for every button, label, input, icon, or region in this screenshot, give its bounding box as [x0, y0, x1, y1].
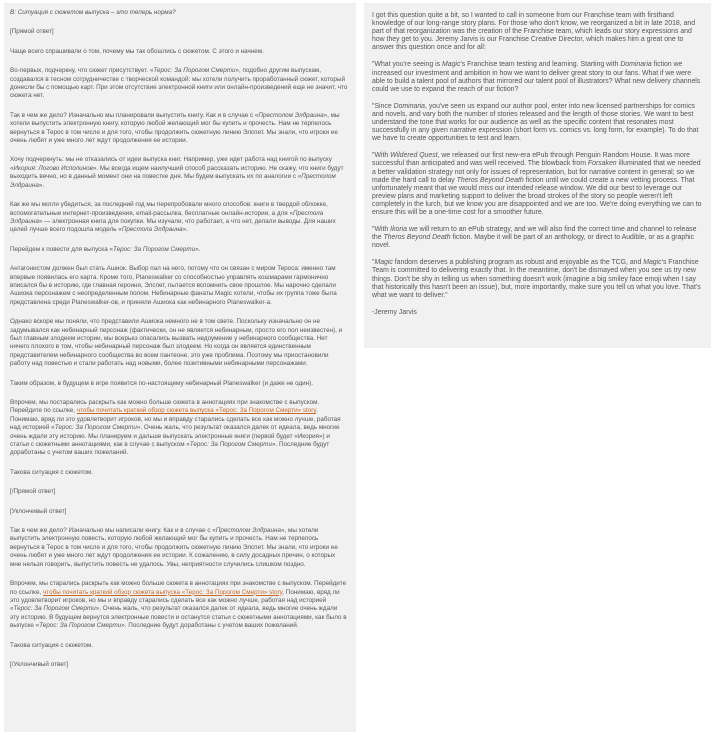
paragraph: Как же мы могли убедиться, за последний год мы перепробовали много способов: книги в твердой обложке, вспомогательные интернет-произведения, email-рассылка, бесплатные онлайн-истории, а для «Престола Элдраина» — электронная книга для покупки. Мы изучали, что работает, а что нет, делали выводы. Для наших целей лучше всего подошла модель «Престола Элдраина».: [10, 201, 336, 234]
paragraph: Впрочем, мы старались раскрыть как можно больше сюжета в аннотациях при знакомстве с выпуском. Перейдите по ссылке, чтобы почитать краткий обзор сюжета выпуска «Терос: За Порогом Смерти» story. Понимаю, вряд ли это удовлетворит игроков, но мы и вправду старались сделать все как можно лучше, работая над историей «Терос: За Порогом Смерти». Очень жаль, что результат оказался далек от идеала, ведь многие очень ждали эту историю. В будущем вернутся электронные повести и останутся статьи с сюжетными аннотациями, как было в выпуске «Терос: За Порогом Смерти». Последние будут доработаны с учетом ваших пожеланий.: [10, 580, 347, 630]
question-heading: В: Ситуация с сюжетом выпуска – это теперь норма?: [10, 9, 176, 16]
paragraph: Такова ситуация с сюжетом.: [10, 641, 93, 649]
english-original-column: [364, 3, 711, 348]
quote-paragraph: "With Wildered Quest, we released our first new-era ePub through Penguin Random House. It was more successful than anticipated and was well received. The blowback from Forsaken illuminated that we needed a better validation strategy not only for issues of representation, but for narrative content in general; so we made the hard call to delay Theros Beyond Death fiction until we could create a new vetting process. That unfortunately meant that we would miss our intended release window. We did our best to leverage our preview plans and marketing support to deliver the broad strokes of the story so people weren't left completely in the lurch, but we know you are disappointed and we are too. We're doing everything we can to ensure this will be a one-time cost for a smoother future.: [372, 152, 702, 216]
paragraph: Такова ситуация с сюжетом.: [10, 468, 93, 476]
paragraph: Чаще всего спрашивали о том, почему мы так обошлись с сюжетом. С этого и начнем.: [10, 47, 264, 55]
quote-paragraph: "With Ikoria we will return to an ePub strategy, and we will also find the correct time and channel to release the Theros Beyond Death fiction. Maybe it will be part of an anthology, or direct to Audible, or as a graphic novel.: [372, 226, 697, 250]
paragraph: Хочу подчеркнуть: мы не отказались от идеи выпуска книг. Например, уже идет работа над книгой по выпуску «Икория: Логово Исполинов». Мы всегда ищем наилучший способ рассказать историю. Не скажу, что книги будут выходить вечно, но в данный момент они на повестке дня. Мы будем выпускать их по аналогии с «Престолом Элдраина».: [10, 156, 344, 189]
paragraph: Однако вскоре мы поняли, что представили Ашиока немного не в том свете. Поскольку изначально он не задумывался как небинарный персонаж (фактически, он не является небинарным, просто его пол неизвестен), и был главным злодеем истории, мы всерьез опасались вызвать недоумение у небинарного сообщества. Нет ничего плохого в том, чтобы небинарный персонаж был злодеем. Но когда он является единственным представителем небинарного сообщества во всем пантеоне, это уже проблема. Поэтому мы приостановили работу над повестью и стали работать над новыми, более позитивными небинарными персонажами.: [10, 318, 343, 368]
russian-translation-column: [4, 3, 356, 732]
paragraph: Перейдем к повести для выпуска «Терос: За Порогом Смерти».: [10, 245, 201, 253]
paragraph: Таким образом, в будущем в игре появится по-настоящему небинарный Planeswalker (и даже не один).: [10, 379, 313, 387]
paragraph: Антагонистом должен был стать Ашиок. Выбор пал на него, потому что он связан с миром Тероса: именно там впервые появилась его карта. Кроме того, Planeswalker со способностью управлять кошмарами гармонично вписался бы в историю, где главная героиня, Элспет, пытается вспомнить свое прошлое. Мы нарочно сделали Ашиока персонажем с неопределенным полом. Небинарные фанаты Magic хотели, чтобы их группа тоже была представлена среди Planeswalker-ов, и приняли Ашиока как небинарного Planeswalker-а.: [10, 265, 337, 306]
evasive-answer-open-tag: [Уклончивый ответ]: [10, 507, 67, 515]
quote-paragraph: "What you're seeing is Magic's Franchise team testing and learning. Starting with Dominaria fiction we increased our investment and ambition in how we want to deliver great story to our fans. What if we were able to build a talent pool of authors that mirrored our talent pool of illustrators? What new delivery channels could we use to expand the reach of our fiction?: [372, 61, 701, 93]
evasive-answer-close-tag: [/Уклончивый ответ]: [10, 660, 69, 668]
paragraph: I got this question quite a bit, so I wanted to call in someone from our Franchise team with firsthand knowledge of our long-range story plans. For those who don't know, we reorganized a bit in late 2018, and part of that reorganization was the creation of the Franchise team, which leads our story expressions and how they get to you. Jeremy Jarvis is our Franchise Creative Director, which makes him a great one to answer this question once and for all:: [372, 12, 696, 52]
signature: -Jeremy Jarvis: [372, 308, 417, 316]
quote-paragraph: "Since Dominaria, you've seen us expand our author pool, enter into new licensed partnerships for comics and novels, and vary both the number of stories released and the length of those stories. We want to best understand the tone that works for our audience as well as the specific content that resonates most successfully in any given narrative expression (short form vs. comics vs. long form, for example). To do that we have to create opportunities to test and learn.: [372, 102, 699, 143]
direct-answer-open-tag: [Прямой ответ]: [10, 28, 54, 36]
paragraph: Так в чем же дело? Изначально мы написали книгу. Как и в случае с «Престолом Элдраина», мы хотели выпустить электронную повесть, которую любой желающий мог бы купить и прочесть. Нам не терпелось вернуться в Терос в том числе и для того, чтобы продолжить сюжетную линию Элспет. Мы знали, что игроки ее очень любят и уже много лет ждут продолжения ее истории. К сожалению, в силу досадных причин, о которых мне нельзя говорить, выпустить повесть не удалось. Увы, неприятности случились слишком поздно.: [10, 527, 338, 568]
paragraph: Во-первых, подчеркну, что сюжет присутствует. «Терос: За Порогом Смерти», подобно другим выпускам, создавался в тесном сотрудничестве с творческой командой: мы хотели получить проработанный сюжет, который донесли бы с помощью карт. При этом отсутствие электронной книги или онлайн-произведений еще не значит, что сюжета нет.: [10, 67, 348, 100]
story-summary-link[interactable]: чтобы почитать краткий обзор сюжета выпуска «Терос: За Порогом Смерти» story: [43, 588, 283, 596]
story-summary-link[interactable]: чтобы почитать краткий обзор сюжета выпуска «Терос: За Порогом Смерти» story: [76, 407, 317, 415]
paragraph: Так в чем же дело? Изначально мы планировали выпустить книгу. Как и в случае с «Престолом Элдраина», мы хотели выпустить электронную книгу, которую любой желающий мог бы купить и прочесть. Нам не терпелось вернуться в Терос в том числе и для того, чтобы продолжить сюжетную линию Элспет. Мы знали, что игроки ее очень любят и уже много лет ждут продолжения ее истории.: [10, 111, 340, 145]
quote-paragraph: "Magic fandom deserves a publishing program as robust and enjoyable as the TCG, and Magic's Franchise Team is committed to delivering exactly that. In the meantime, don't be dismayed when you see us try new things. Don't be shy in telling us when something doesn't work (imagine a big smiley face emoji when I say that historically this hasn't been an issue), but, more importantly, make sure you tell us what you love. That's what we want to deliver.": [372, 259, 701, 299]
paragraph: Впрочем, мы постарались раскрыть как можно больше сюжета в аннотациях при знакомстве с выпуском. Перейдите по ссылке, чтобы почитать краткий обзор сюжета выпуска «Терос: За Порогом Смерти» story. Понимаю, вряд ли это удовлетворит игроков, но мы и вправду старались сделать все как можно лучше, работая над историей «Терос: За Порогом Смерти». Очень жаль, что результат оказался далек от идеала, ведь многие очень ждали эту историю. Мы планируем и дальше выпускать электронные книги (первой будет «Икория») и статьи с сюжетными аннотациями, как в случае с выпуском «Терос: За Порогом Смерти». Последние будут доработаны с учетом ваших пожеланий.: [10, 399, 341, 457]
direct-answer-close-tag: [/Прямой ответ]: [10, 488, 56, 496]
